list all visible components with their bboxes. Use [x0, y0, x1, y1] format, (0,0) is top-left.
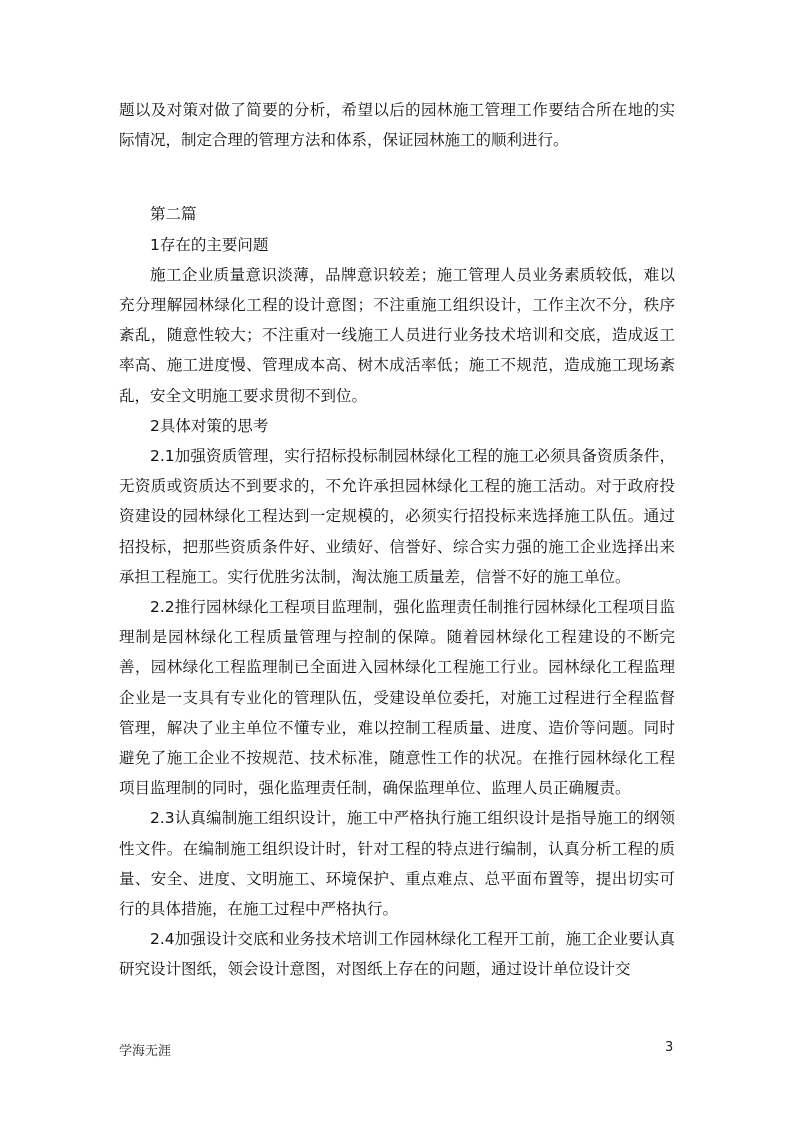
- paragraph-gap: [119, 155, 675, 199]
- paragraph-2-4: 2.4加强设计交底和业务技术培训工作园林绿化工程开工前，施工企业要认真研究设计图纸，领会设计意图，对图纸上存在的问题，通过设计单位设计交: [119, 930, 675, 979]
- paragraph-problems: 施工企业质量意识淡薄，品牌意识较差；施工管理人员业务素质较低，难以充分理解园林绿化工程的设计意图；不注重施工组织设计，工作主次不分，秩序紊乱，随意性较大；不注重对一线施工人员进行业务技术培训和交底，造成返工率高、施工进度慢、管理成本高、树木成活率低；施工不规范，造成施工现场紊乱，安全文明施工要求贯彻不到位。: [119, 265, 675, 405]
- paragraph-2-1: 2.1加强资质管理，实行招标投标制园林绿化工程的施工必须具备资质条件，无资质或资质达不到要求的，不允许承担园林绿化工程的施工活动。对于政府投资建设的园林绿化工程达到一定规模的，必须实行招投标来选择施工队伍。通过招投标，把那些资质条件好、业绩好、信誉好、综合实力强的施工企业选择出来承担工程施工。实行优胜劣汰制，淘汰施工质量差，信誉不好的施工单位。: [119, 447, 675, 586]
- paragraph-2-3: 2.3认真编制施工组织设计，施工中严格执行施工组织设计是指导施工的纲领性文件。在编制施工组织设计时，针对工程的特点进行编制，认真分析工程的质量、安全、进度、文明施工、环境保护、重点难点、总平面布置等，提出切实可行的具体措施，在施工过程中严格执行。: [119, 809, 675, 919]
- page-number: 3: [665, 1040, 674, 1055]
- footer-label: 学海无涯: [119, 1044, 172, 1059]
- section-title: 第二篇: [150, 205, 197, 224]
- document-body: [119, 95, 675, 985]
- paragraph-continued: 题以及对策对做了简要的分析，希望以后的园林施工管理工作要结合所在地的实际情况，制定合理的管理方法和体系，保证园林施工的顺利进行。: [119, 101, 675, 150]
- paragraph-2-2: 2.2推行园林绿化工程项目监理制，强化监理责任制推行园林绿化工程项目监理制是园林绿化工程质量管理与控制的保障。随着园林绿化工程建设的不断完善，园林绿化工程监理制已全面进入园林绿化工程施工行业。园林绿化工程监理企业是一支具有专业化的管理队伍，受建设单位委托，对施工过程进行全程监督管理，解决了业主单位不懂专业，难以控制工程质量、进度、造价等问题。同时避免了施工企业不按规范、技术标准，随意性工作的状况。在推行园林绿化工程项目监理制的同时，强化监理责任制，确保监理单位、监理人员正确履责。: [119, 598, 675, 798]
- heading-countermeasures: 2具体对策的思考: [150, 416, 269, 435]
- heading-main-problems: 1存在的主要问题: [150, 235, 269, 254]
